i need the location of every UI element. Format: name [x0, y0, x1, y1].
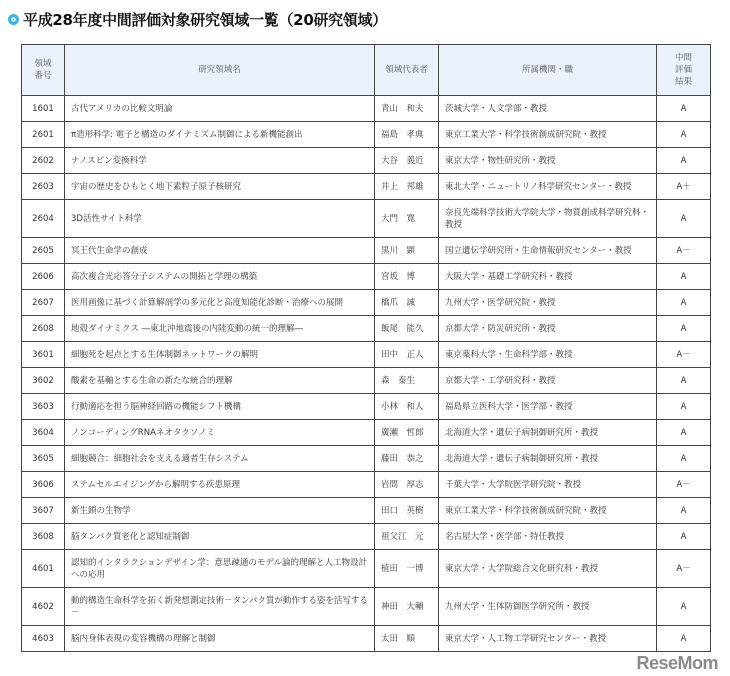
evaluation-result: A－ [657, 472, 711, 498]
representative: 田口 英樹 [375, 498, 439, 524]
table-row [22, 96, 711, 122]
affiliation: 東京大学・人工物工学研究センター・教授 [439, 626, 657, 652]
area-number: 3601 [22, 342, 65, 368]
area-number: 3602 [22, 368, 65, 394]
evaluation-result: A－ [657, 238, 711, 264]
area-name: 古代アメリカの比較文明論 [65, 96, 375, 122]
area-name: ナノスピン変換科学 [65, 148, 375, 174]
affiliation: 北海道大学・遺伝子病制御研究所・教授 [439, 420, 657, 446]
affiliation: 茨城大学・人文学部・教授 [439, 96, 657, 122]
area-name: 宇宙の歴史をひもとく地下素粒子原子核研究 [65, 174, 375, 200]
representative: 福島 孝典 [375, 122, 439, 148]
header-name: 研究領域名 [65, 45, 375, 96]
representative: 黒川 顕 [375, 238, 439, 264]
area-name: 行動適応を担う脳神経回路の機能シフト機構 [65, 394, 375, 420]
area-number: 1601 [22, 96, 65, 122]
representative: 藤田 恭之 [375, 446, 439, 472]
area-number: 2604 [22, 200, 65, 238]
representative: 廣瀬 哲郎 [375, 420, 439, 446]
area-name: 3D活性サイト科学 [65, 200, 375, 238]
representative: 橋爪 誠 [375, 290, 439, 316]
affiliation: 福島県立医科大学・医学部・教授 [439, 394, 657, 420]
table-row [22, 524, 711, 550]
affiliation: 大阪大学・基礎工学研究科・教授 [439, 264, 657, 290]
affiliation: 東京大学・物性研究所・教授 [439, 148, 657, 174]
area-number: 2607 [22, 290, 65, 316]
evaluation-result: A [657, 200, 711, 238]
header-number: 領域番号 [22, 45, 65, 96]
area-name: 細胞死を起点とする生体制御ネットワークの解明 [65, 342, 375, 368]
area-number: 4601 [22, 550, 65, 588]
affiliation: 京都大学・工学研究科・教授 [439, 368, 657, 394]
evaluation-result: A [657, 368, 711, 394]
evaluation-result: A [657, 148, 711, 174]
table-row [22, 498, 711, 524]
representative: 祖父江 元 [375, 524, 439, 550]
bullet-icon [8, 14, 19, 25]
representative: 大門 寛 [375, 200, 439, 238]
affiliation: 東京薬科大学・生命科学部・教授 [439, 342, 657, 368]
area-number: 3604 [22, 420, 65, 446]
area-number: 3607 [22, 498, 65, 524]
area-name: 医用画像に基づく計算解剖学の多元化と高度知能化診断・治療への展開 [65, 290, 375, 316]
evaluation-result: A [657, 122, 711, 148]
evaluation-result: A－ [657, 550, 711, 588]
representative: 神田 大輔 [375, 588, 439, 626]
header-affiliation: 所属機関・職 [439, 45, 657, 96]
evaluation-result: A－ [657, 342, 711, 368]
evaluation-result: A [657, 524, 711, 550]
affiliation: 九州大学・医学研究院・教授 [439, 290, 657, 316]
evaluation-result: A [657, 264, 711, 290]
area-number: 3603 [22, 394, 65, 420]
area-name: 酸素を基軸とする生命の新たな統合的理解 [65, 368, 375, 394]
affiliation: 名古屋大学・医学部・特任教授 [439, 524, 657, 550]
table-row [22, 290, 711, 316]
area-number: 2608 [22, 316, 65, 342]
table-row [22, 368, 711, 394]
table-row [22, 626, 711, 652]
table-row [22, 148, 711, 174]
table-row [22, 122, 711, 148]
table-header-row [22, 45, 711, 96]
table-row [22, 472, 711, 498]
affiliation: 東北大学・ニュートリノ科学研究センター・教授 [439, 174, 657, 200]
area-name: 地殻ダイナミクス ―東北沖地震後の内陸変動の統一的理解― [65, 316, 375, 342]
area-number: 3606 [22, 472, 65, 498]
area-name: 冥王代生命学の創成 [65, 238, 375, 264]
area-number: 2606 [22, 264, 65, 290]
affiliation: 九州大学・生体防御医学研究所・教授 [439, 588, 657, 626]
evaluation-result: A [657, 290, 711, 316]
table-row [22, 342, 711, 368]
representative: 大谷 義近 [375, 148, 439, 174]
area-name: ノンコーディングRNAネオタクソノミ [65, 420, 375, 446]
table-row [22, 394, 711, 420]
affiliation: 京都大学・防災研究所・教授 [439, 316, 657, 342]
area-name: π造形科学: 電子と構造のダイナミズム制御による新機能創出 [65, 122, 375, 148]
area-name: 新生鎖の生物学 [65, 498, 375, 524]
representative: 小林 和人 [375, 394, 439, 420]
table-row [22, 588, 711, 626]
area-number: 2601 [22, 122, 65, 148]
evaluation-result: A [657, 394, 711, 420]
table-row [22, 550, 711, 588]
table-row [22, 200, 711, 238]
area-number: 2605 [22, 238, 65, 264]
evaluation-result: A [657, 446, 711, 472]
page-title [8, 9, 387, 30]
evaluation-result: A [657, 498, 711, 524]
table-row [22, 264, 711, 290]
evaluation-result: A [657, 316, 711, 342]
area-name: 脳内身体表現の変容機構の理解と制御 [65, 626, 375, 652]
affiliation: 千葉大学・大学院医学研究院・教授 [439, 472, 657, 498]
evaluation-result: A＋ [657, 174, 711, 200]
evaluation-result: A [657, 626, 711, 652]
affiliation: 東京大学・大学院総合文化研究科・教授 [439, 550, 657, 588]
area-number: 3608 [22, 524, 65, 550]
evaluation-result: A [657, 96, 711, 122]
affiliation: 東京工業大学・科学技術創成研究院・教授 [439, 498, 657, 524]
affiliation: 奈良先端科学技術大学院大学・物質創成科学研究科・教授 [439, 200, 657, 238]
area-number: 2603 [22, 174, 65, 200]
representative: 井上 邦雄 [375, 174, 439, 200]
area-name: 脳タンパク質老化と認知症制御 [65, 524, 375, 550]
area-number: 4602 [22, 588, 65, 626]
table-row [22, 316, 711, 342]
area-name: 高次複合光応答分子システムの開拓と学理の構築 [65, 264, 375, 290]
affiliation: 北海道大学・遺伝子病制御研究所・教授 [439, 446, 657, 472]
area-name: 認知的インタラクションデザイン学：意思疎通のモデル論的理解と人工物設計への応用 [65, 550, 375, 588]
page-title-text: 平成28年度中間評価対象研究領域一覧（20研究領域） [23, 11, 387, 29]
representative: 田中 正人 [375, 342, 439, 368]
affiliation: 国立遺伝学研究所・生命情報研究センター・教授 [439, 238, 657, 264]
table-row [22, 174, 711, 200]
resemom-watermark-logo: ReseMom [636, 653, 718, 673]
header-representative: 領域代表者 [375, 45, 439, 96]
area-number: 3605 [22, 446, 65, 472]
evaluation-result: A [657, 588, 711, 626]
representative: 太田 順 [375, 626, 439, 652]
representative: 森 泰生 [375, 368, 439, 394]
area-number: 2602 [22, 148, 65, 174]
area-name: 動的構造生命科学を拓く新発想測定技術－タンパク質が動作する姿を活写する－ [65, 588, 375, 626]
table-row [22, 446, 711, 472]
table-row [22, 420, 711, 446]
area-name: 細胞競合：細胞社会を支える適者生存システム [65, 446, 375, 472]
table-row [22, 238, 711, 264]
representative: 宮坂 博 [375, 264, 439, 290]
representative: 飯尾 能久 [375, 316, 439, 342]
representative: 植田 一博 [375, 550, 439, 588]
evaluation-result: A [657, 420, 711, 446]
area-number: 4603 [22, 626, 65, 652]
area-name: ステムセルエイジングから解明する疾患原理 [65, 472, 375, 498]
representative: 青山 和夫 [375, 96, 439, 122]
representative: 岩間 厚志 [375, 472, 439, 498]
research-area-table [21, 44, 711, 652]
affiliation: 東京工業大学・科学技術創成研究院・教授 [439, 122, 657, 148]
header-evaluation: 中間評価結果 [657, 45, 711, 96]
